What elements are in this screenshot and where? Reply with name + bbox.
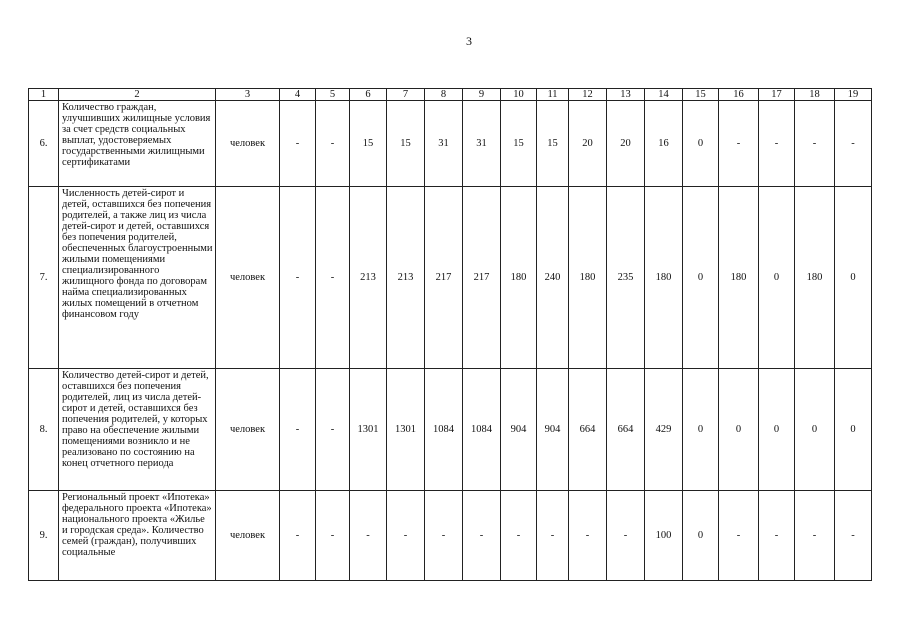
table-row <box>29 369 872 491</box>
value-cell: - <box>537 491 569 581</box>
value-cell: 20 <box>607 101 645 187</box>
value-cell: 0 <box>759 369 795 491</box>
value-cell: 904 <box>501 369 537 491</box>
row-number: 7. <box>29 187 59 369</box>
value-cell: 15 <box>537 101 569 187</box>
value-cell: - <box>795 101 835 187</box>
row-unit: человек <box>216 187 280 369</box>
value-cell: 100 <box>645 491 683 581</box>
value-cell: 235 <box>607 187 645 369</box>
value-cell: - <box>569 491 607 581</box>
value-cell: 904 <box>537 369 569 491</box>
value-cell: 217 <box>463 187 501 369</box>
header-cell: 11 <box>537 89 569 101</box>
value-cell: - <box>835 491 872 581</box>
value-cell: - <box>316 491 350 581</box>
value-cell: 217 <box>425 187 463 369</box>
value-cell: - <box>280 369 316 491</box>
value-cell: 213 <box>350 187 387 369</box>
value-cell: - <box>795 491 835 581</box>
header-cell: 12 <box>569 89 607 101</box>
value-cell: 240 <box>537 187 569 369</box>
row-description: Региональный проект «Ипотека» федерального проекта «Ипотека» национального проекта «Жилье и городская среда». Количество семей (граждан), получивших социальные <box>62 492 212 558</box>
page-number: 3 <box>466 34 472 48</box>
value-cell: 0 <box>683 187 719 369</box>
value-cell: 664 <box>569 369 607 491</box>
header-cell: 4 <box>280 89 316 101</box>
header-cell: 15 <box>683 89 719 101</box>
value-cell: 180 <box>719 187 759 369</box>
header-cell: 19 <box>835 89 872 101</box>
table-row <box>29 187 872 369</box>
value-cell: - <box>280 491 316 581</box>
row-description-cell <box>59 491 216 581</box>
value-cell: 1084 <box>425 369 463 491</box>
header-cell: 14 <box>645 89 683 101</box>
value-cell: - <box>759 101 795 187</box>
value-cell: 16 <box>645 101 683 187</box>
value-cell: - <box>387 491 425 581</box>
value-cell: - <box>350 491 387 581</box>
header-cell: 13 <box>607 89 645 101</box>
value-cell: - <box>719 491 759 581</box>
value-cell: 0 <box>835 187 872 369</box>
row-unit: человек <box>216 101 280 187</box>
value-cell: - <box>316 101 350 187</box>
value-cell: 0 <box>683 491 719 581</box>
table-row <box>29 491 872 581</box>
header-cell: 10 <box>501 89 537 101</box>
row-description: Количество детей-сирот и детей, оставшихся без попечения родителей, лиц из числа детей-сирот и детей, оставшихся без попечения родителей, у которых право на обеспечение жилыми помещениями возникло и не реализовано по состоянию на конец отчетного периода <box>59 369 216 491</box>
value-cell: 1301 <box>387 369 425 491</box>
header-cell: 3 <box>216 89 280 101</box>
value-cell: 213 <box>387 187 425 369</box>
value-cell: 0 <box>835 369 872 491</box>
value-cell: 15 <box>501 101 537 187</box>
value-cell: 180 <box>645 187 683 369</box>
value-cell: 180 <box>795 187 835 369</box>
header-cell: 16 <box>719 89 759 101</box>
value-cell: 31 <box>463 101 501 187</box>
value-cell: 1084 <box>463 369 501 491</box>
row-description: Численность детей-сирот и детей, оставшихся без попечения родителей, а также лиц из числа детей-сирот и детей, оставшихся без попечения родителей, обеспеченных благоустроенными жилыми помещениями специализированного жилищного фонда по договорам найма специализированных жилых помещений в отчетном финансовом году <box>59 187 216 369</box>
table-row <box>29 101 872 187</box>
header-cell: 1 <box>29 89 59 101</box>
row-number: 9. <box>29 491 59 581</box>
value-cell: 664 <box>607 369 645 491</box>
table-header-row <box>29 89 872 101</box>
header-cell: 18 <box>795 89 835 101</box>
value-cell: 0 <box>683 369 719 491</box>
row-number: 6. <box>29 101 59 187</box>
value-cell: - <box>607 491 645 581</box>
value-cell: 429 <box>645 369 683 491</box>
value-cell: 180 <box>501 187 537 369</box>
value-cell: - <box>280 187 316 369</box>
header-cell: 5 <box>316 89 350 101</box>
value-cell: 1301 <box>350 369 387 491</box>
row-number: 8. <box>29 369 59 491</box>
header-cell: 17 <box>759 89 795 101</box>
row-unit: человек <box>216 491 280 581</box>
header-cell: 6 <box>350 89 387 101</box>
value-cell: 31 <box>425 101 463 187</box>
value-cell: 20 <box>569 101 607 187</box>
value-cell: - <box>719 101 759 187</box>
value-cell: 0 <box>759 187 795 369</box>
row-unit: человек <box>216 369 280 491</box>
value-cell: - <box>835 101 872 187</box>
value-cell: 0 <box>719 369 759 491</box>
header-cell: 7 <box>387 89 425 101</box>
value-cell: - <box>316 369 350 491</box>
value-cell: 180 <box>569 187 607 369</box>
value-cell: - <box>501 491 537 581</box>
row-description: Количество граждан, улучшивших жилищные условия за счет средств социальных выплат, удостоверяемых государственными жилищными сертификатами <box>59 101 216 187</box>
header-cell: 9 <box>463 89 501 101</box>
value-cell: 0 <box>683 101 719 187</box>
value-cell: - <box>759 491 795 581</box>
header-cell: 8 <box>425 89 463 101</box>
indicators-table <box>28 88 872 581</box>
value-cell: - <box>316 187 350 369</box>
value-cell: 15 <box>350 101 387 187</box>
value-cell: - <box>463 491 501 581</box>
header-cell: 2 <box>59 89 216 101</box>
value-cell: 0 <box>795 369 835 491</box>
value-cell: - <box>280 101 316 187</box>
value-cell: 15 <box>387 101 425 187</box>
value-cell: - <box>425 491 463 581</box>
